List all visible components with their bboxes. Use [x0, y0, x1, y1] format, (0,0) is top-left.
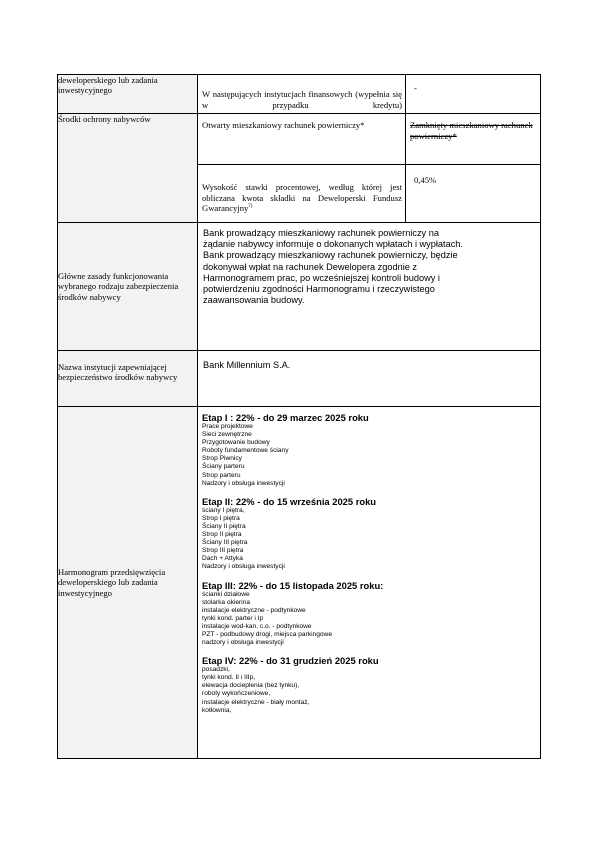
row-financial-institutions — [58, 75, 541, 114]
schedule-stage — [202, 496, 536, 572]
cell-institution-name — [198, 351, 541, 407]
stage-item: Roboty fundamentowe ściany — [202, 447, 289, 455]
stage-title: Etap I : 22% - do 29 marzec 2025 roku — [202, 412, 369, 423]
rate-description-text: Wysokość stawki procentowej, według której jest obliczana kwota składki na Deweloperski Fundusz Gwarancyjny — [202, 182, 402, 214]
stage-item: tynki kond. II i IIIp, — [202, 674, 256, 682]
row-buyer-protection — [58, 114, 541, 165]
schedule-stages — [198, 407, 540, 715]
stage-item: Sieci zewnętrzne — [202, 431, 252, 439]
stage-item: instalacje wod-kan. c.o. - podtynkowe — [202, 622, 312, 630]
stage-item: posadzki, — [202, 666, 230, 674]
stage-item: roboty wykończeniowe, — [202, 690, 271, 698]
principles-text: Bank prowadzący mieszkaniowy rachunek powierniczy na żądanie nabywcy informuje o dokonanych wpłatach i wypłatach. Bank prowadzący mieszkaniowy rachunek powierniczy, będzie dokonywał wpłat na rachunek Dewelopera zgodnie z Harmonogramem prac, po wcześniejszej kontroli budowy i potwierdzeniu zgodności Harmonogramu i rzeczywistego zaawansowania budowy. — [203, 228, 463, 306]
stage-item: Strop parteru — [202, 471, 241, 479]
stage-item: ścianki działowe — [202, 590, 250, 598]
cell-rate-value — [406, 165, 541, 223]
label-protection-principles: Główne zasady funkcjonowania wybranego rodzaju zabezpieczenia środków nabywcy — [58, 223, 198, 351]
institution-name: Bank Millennium S.A. — [203, 360, 291, 370]
stage-item: Ściany III piętra — [202, 539, 248, 547]
label-developer-task: deweloperskiego lub zadania inwestycyjnego — [58, 75, 198, 114]
row-schedule — [58, 407, 541, 759]
schedule-stage — [202, 655, 536, 715]
schedule-stage — [202, 412, 536, 488]
stage-item: Nadzory i obsługa inwestycji — [202, 479, 285, 487]
institutions-value: - — [414, 83, 417, 93]
stage-item: kotłownia, — [202, 706, 232, 714]
row-protection-principles — [58, 223, 541, 351]
row-securing-institution — [58, 351, 541, 407]
stage-item: tynki kond. parter i Ip — [202, 614, 264, 622]
cell-institutions — [198, 75, 406, 114]
cell-closed-account — [406, 114, 541, 165]
institutions-text: W następujących instytucjach finansowych (wypełnia się w przypadku kredytu) — [202, 89, 402, 110]
label-buyer-protection: Środki ochrony nabywców — [58, 114, 198, 223]
label-schedule: Harmonogram przedsięwzięcia deweloperskiego lub zadania inwestycyjnego — [58, 407, 198, 759]
rate-footnote-mark: 7) — [248, 204, 253, 210]
stage-item: Strop I piętra — [202, 514, 240, 522]
stage-item: Dach + Attyka — [202, 555, 243, 563]
stage-item: instalacje elektryczne - podtynkowe — [202, 606, 306, 614]
stage-item: nadzory i obsługa inwestycji — [202, 639, 284, 647]
stage-item: Prace projektowe — [202, 423, 253, 430]
stage-item: elewacja docieplenia (bez tynku), — [202, 682, 300, 690]
cell-open-account — [198, 114, 406, 165]
stage-item: stolarka okienna — [202, 598, 251, 606]
stage-item: Ściany II piętra — [202, 522, 246, 530]
cell-principles-text — [198, 223, 541, 351]
stage-title: Etap IV: 22% - do 31 grudzień 2025 roku — [202, 655, 379, 667]
stage-item: instalacje elektryczne - biały montaż, — [202, 698, 310, 706]
stage-item: Przygotowanie budowy — [202, 439, 270, 447]
cell-rate-description — [198, 165, 406, 223]
cell-schedule — [198, 407, 541, 759]
stage-item: Strop Piwnicy — [202, 455, 242, 463]
closed-account-option: Zamknięty mieszkaniowy rachunek powierniczy* — [410, 120, 533, 141]
stage-item: Strop II piętra — [202, 531, 242, 539]
rate-description — [198, 165, 405, 214]
stage-item: Strop III piętra — [202, 547, 244, 555]
stage-item: ściany I piętra, — [202, 506, 245, 514]
rate-value: 0,45% — [414, 175, 437, 185]
stage-item: Ściany parteru — [202, 463, 245, 471]
stage-item: Nadzory i obsługa inwestycji — [202, 563, 285, 571]
stage-title: Etap II: 22% - do 15 września 2025 roku — [202, 495, 377, 507]
label-securing-institution: Nazwa instytucji zapewniającej bezpieczeństwo środków nabywcy — [58, 351, 198, 407]
stage-title: Etap III: 22% - do 15 listopada 2025 roku: — [202, 579, 384, 591]
open-account-option: Otwarty mieszkaniowy rachunek powierniczy* — [202, 120, 365, 130]
schedule-stage — [202, 580, 536, 648]
stage-item: PZT - podbudowy drogi, miejsca parkingowe — [202, 630, 332, 638]
developer-prospectus-table — [57, 74, 541, 759]
cell-institutions-value — [406, 75, 541, 114]
